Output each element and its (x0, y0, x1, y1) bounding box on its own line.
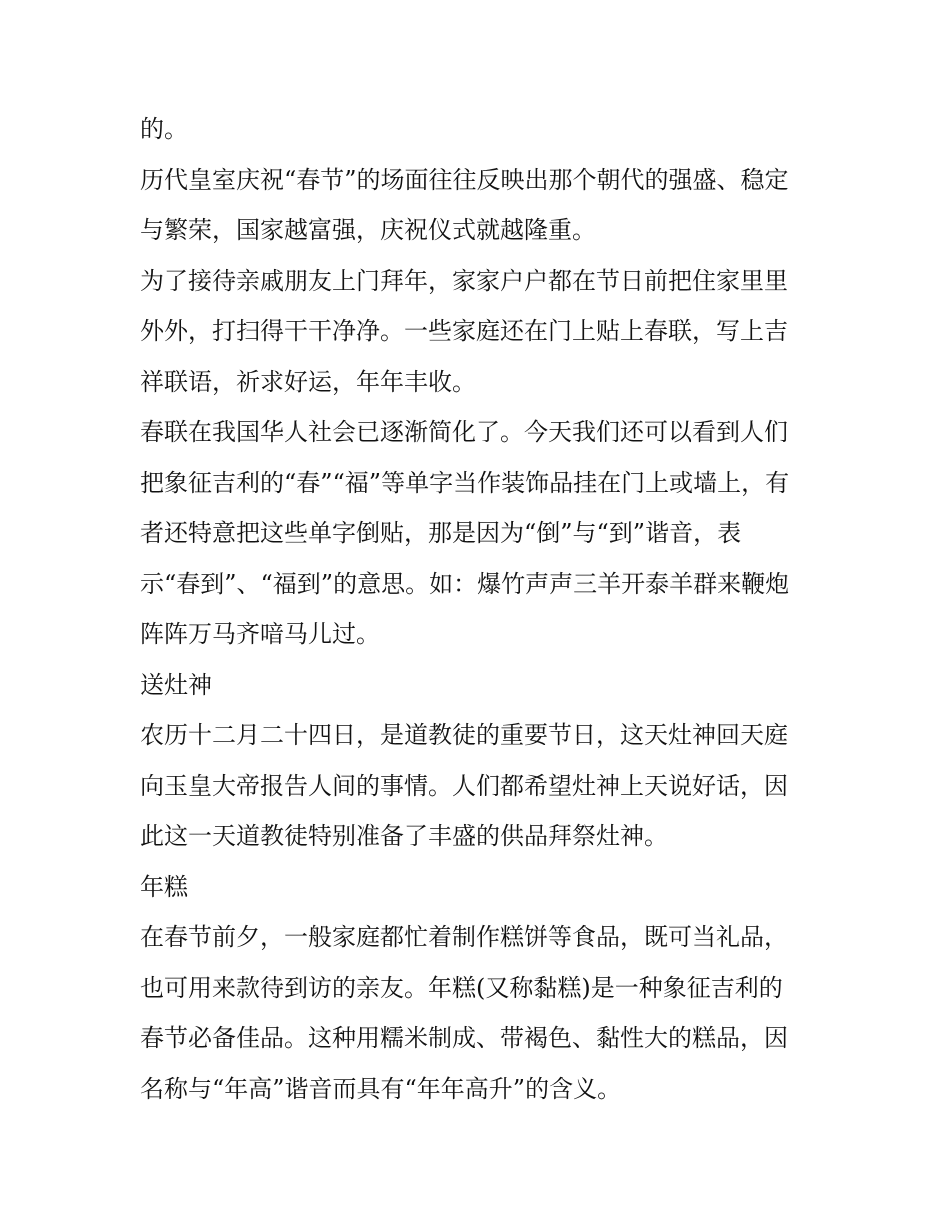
text-line: 者还特意把这些单字倒贴，那是因为“倒”与“到”谐音，表 (140, 519, 742, 547)
section-heading-niangao: 年糕 (140, 872, 188, 901)
text-line: 历代皇室庆祝“春节”的场面往往反映出那个朝代的强盛、稳定 (140, 165, 789, 194)
text-line: 春联在我国华人社会已逐渐简化了。今天我们还可以看到人们 (140, 418, 788, 446)
text-line: 外外，打扫得干干净净。一些家庭还在门上贴上春联，写上吉 (140, 317, 788, 345)
text-line: 春节必备佳品。这种用糯米制成、带褐色、黏性大的糕品，因 (140, 1024, 788, 1052)
section-heading-zaoshen: 送灶神 (140, 670, 212, 699)
text-line: 此这一天道教徒特别准备了丰盛的供品拜祭灶神。 (140, 822, 668, 850)
text-line: 农历十二月二十四日，是道教徒的重要节日，这天灶神回天庭 (140, 721, 788, 749)
text-line: 把象征吉利的“春”“福”等单字当作装饰品挂在门上或墙上，有 (140, 468, 790, 497)
text-line: 阵阵万马齐喑马儿过。 (140, 620, 380, 648)
text-line: 向玉皇大帝报告人间的事情。人们都希望灶神上天说好话，因 (140, 771, 788, 800)
text-line: 祥联语，祈求好运，年年丰收。 (140, 367, 476, 396)
text-line: 为了接待亲戚朋友上门拜年，家家户户都在节日前把住家里里 (140, 266, 788, 295)
text-line: 也可用来款待到访的亲友。年糕(又称黏糕)是一种象征吉利的 (140, 973, 783, 1002)
text-line: 示“春到”、“福到”的意思。如：爆竹声声三羊开泰羊群来鞭炮 (140, 569, 790, 598)
document-page (140, 104, 812, 1114)
text-line: 与繁荣，国家越富强，庆祝仪式就越隆重。 (140, 216, 596, 244)
text-line: 的。 (140, 115, 188, 143)
text-line: 在春节前夕，一般家庭都忙着制作糕饼等食品，既可当礼品， (140, 923, 788, 951)
text-line: 名称与“年高”谐音而具有“年年高升”的含义。 (140, 1074, 622, 1103)
